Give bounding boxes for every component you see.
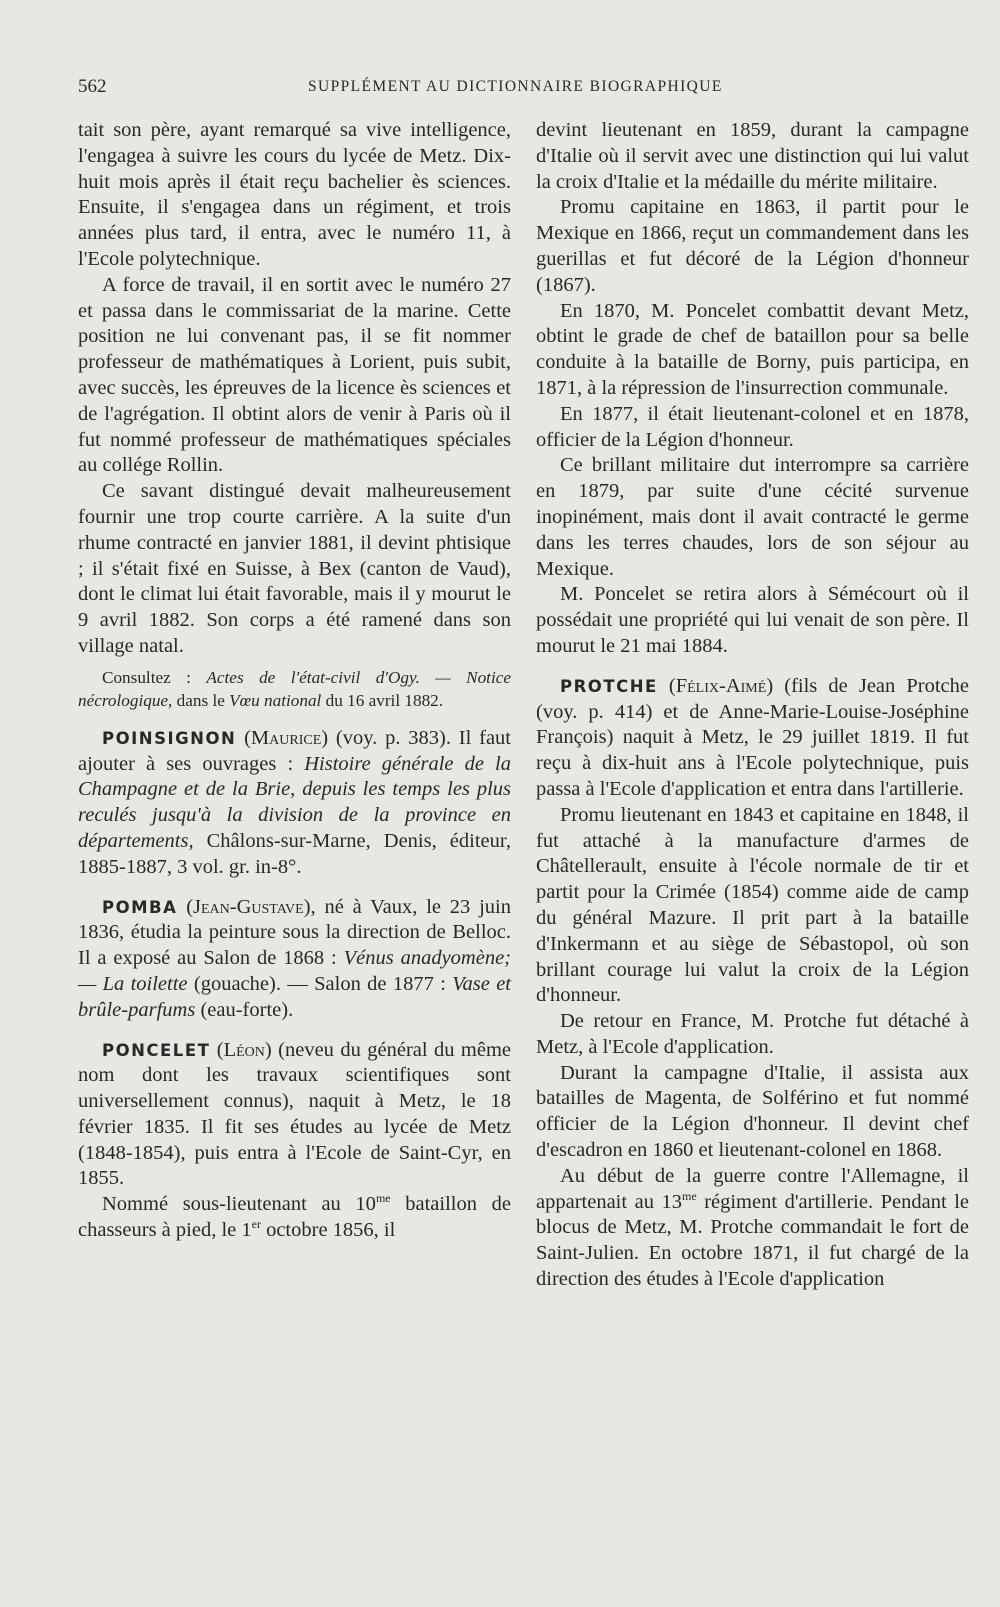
paragraph-text: octobre 1856, il [260,1219,396,1242]
paragraph-text: Nommé sous-lieutenant au 10 [102,1193,376,1216]
entry-given-name: Léon [223,1038,265,1061]
paragraph-text: régiment d'artillerie. Pendant le blocus de Metz, M. Protche commandait le fort de Saint-Julien. En octobre 1871, il fut chargé de la direction des études à l'Ecole d'application [536,1190,969,1291]
entry-name: POINSIGNON [102,728,237,748]
superscript: me [681,1188,697,1203]
entry-protche: PROTCHE (Félix-Aimé) (fils de Jean Protche (voy. p. 414) et de Anne-Marie-Louise-Joséphine François) naquit à Metz, le 29 juillet 1819. Il fut reçu à dix-huit ans à l'Ecole polytechnique, puis passa à l'Ecole d'application et entra dans l'artillerie. [536,674,970,800]
sources-lead: Consultez : [102,667,207,687]
sources-journal: Vœu national [229,690,322,710]
sources-text: du 16 avril 1882. [321,690,444,710]
paragraph: En 1877, il était lieutenant-colonel et en 1878, officier de la Légion d'honneur. [536,402,969,451]
paragraph: A force de travail, il en sortit avec le numéro 27 et passa dans le commissariat de la marine. Cette position ne lui convenant pas, il se fit nommer professeur de mathématiques à Lorient, puis subit, avec succès, les épreuves de la licence ès sciences et de l'agrégation. Il obtint alors de venir à Paris où il fut nommé professeur de mathématiques spéciales au collége Rollin. [78,273,511,477]
entry-name: POMBA [102,897,178,917]
entry-poinsignon: POINSIGNON (Maurice) (voy. p. 383). Il faut ajouter à ses ouvrages : Histoire générale de la Champagne et de la Brie, depuis les temps les plus reculés jusqu'à la division de la province en départements, Châlons-sur-Marne, Denis, éditeur, 1885-1887, 3 vol. gr. in-8°. [78,726,511,878]
paragraph: Durant la campagne d'Italie, il assista aux batailles de Magenta, de Solférino et fut nommé officier de la Légion d'honneur. Il devint chef d'escadron en 1860 et lieutenant-colonel en 1868. [536,1061,969,1162]
work-title: Histoire générale de la Champagne et de la Brie, depuis les temps les plus reculés jusqu'à la division de la province en départements, [78,752,511,852]
superscript: me [375,1191,391,1206]
entry-text: Châlons-sur-Marne, Denis, éditeur, 1885-1887, 3 vol. gr. in-8°. [78,829,511,878]
entry-text: (voy. p. 383). Il faut ajouter à ses ouvrages : [78,726,511,775]
entry-text: (eau-forte). [195,998,294,1021]
paragraph-text: Au début de la guerre contre l'Allemagne, il appartenait au 13 [536,1164,969,1213]
paragraph: Promu lieutenant en 1843 et capitaine en 1848, il fut attaché à la manufacture d'armes de Châtellerault, ensuite à l'école normale de tir et partit pour la Crimée (1854) comme aide de camp du général Mazure. Il prit part à la bataille d'Inkermann et au siège de Sébastopol, où son brillant courage lui valut la croix de la Légion d'honneur. [536,803,969,1007]
superscript: er [251,1217,261,1232]
paragraph: M. Poncelet se retira alors à Sémécourt où il possédait une propriété qui lui venait de son père. Il mourut le 21 mai 1884. [536,583,969,657]
paragraph-text: bataillon de chasseurs à pied, le 1 [78,1193,511,1242]
entry-name: PONCELET [102,1040,211,1060]
paragraph [536,1164,969,1293]
sources-title: Actes de l'état-civil d'Ogy. — Notice nécrologique, [78,667,511,710]
entry-given-name: Jean-Gustave [193,895,304,918]
paragraph: En 1870, M. Poncelet combattit devant Metz, obtint le grade de chef de bataillon pour sa belle conduite à la bataille de Borny, puis participa, en 1871, à la répression de l'insurrection communale. [536,299,969,399]
paragraph: Ce brillant militaire dut interrompre sa carrière en 1879, par suite d'une cécité survenue inopinément, mais dont il avait contracté le germe dans les terres chaudes, lors de son séjour au Mexique. [536,454,969,580]
paragraph: De retour en France, M. Protche fut détaché à Metz, à l'Ecole d'application. [536,1010,969,1058]
left-column [78,118,511,1244]
entry-text: , né à Vaux, le 23 juin 1836, étudia la peinture sous la direction de Belloc. Il a exposé au Salon de 1868 : [78,895,511,970]
paragraph: devint lieutenant en 1859, durant la campagne d'Italie où il servit avec une distinction qui lui valut la croix d'Italie et la médaille du mérite militaire. [536,119,969,193]
page-header [0,76,1000,100]
paragraph: Ce savant distingué devait malheureusement fournir une trop courte carrière. A la suite d'un rhume contracté en janvier 1881, il devint phtisique ; il s'était fixé en Suisse, à Bex (canton de Vaud), dont le climat lui était favorable, mais il y mourut le 9 avril 1882. Son corps a été ramené dans son village natal. [78,480,511,657]
page-number: 562 [78,76,107,97]
paragraph [78,1192,511,1244]
paragraph: Promu capitaine en 1863, il partit pour le Mexique en 1866, reçut un commandement dans les guerillas et fut décoré de la Légion d'honneur (1867). [536,196,969,296]
paragraph: tait son père, ayant remarqué sa vive intelligence, l'engagea à suivre les cours du lycée de Metz. Dix-huit mois après il était reçu bachelier ès sciences. Ensuite, il s'engagea dans un régiment, et trois années plus tard, il entra, avec le numéro 11, à l'Ecole polytechnique. [78,119,511,270]
entry-text: (fils de Jean Protche (voy. p. 414) et de Anne-Marie-Louise-Joséphine François) naquit à Metz, le 29 juillet 1819. Il fut reçu à dix-huit ans à l'Ecole polytechnique, puis passa à l'Ecole d'application et entra dans l'artillerie. [536,674,970,800]
entry-text: (neveu du général du même nom dont les travaux scientifiques sont universellement connus), naquit à Metz, le 18 février 1835. Il fit ses études au lycée de Metz (1848-1854), puis entra à l'Ecole de Saint-Cyr, en 1855. [78,1038,511,1190]
entry-text: (gouache). — Salon de 1877 : [187,972,453,995]
work-title: Vase et brûle-parfums [78,972,512,1021]
entry-given-name: Maurice [250,726,322,749]
entry-name: PROTCHE [560,676,658,696]
sources-note [78,666,511,712]
sources-text: dans le [172,690,230,710]
entry-given-name: Félix-Aimé [675,674,767,697]
running-title: SUPPLÉMENT AU DICTIONNAIRE BIOGRAPHIQUE [308,78,723,95]
right-column [536,118,969,1293]
entry-poncelet: PONCELET (Léon) (neveu du général du même nom dont les travaux scientifiques sont universellement connus), naquit à Metz, le 18 février 1835. Il fit ses études au lycée de Metz (1848-1854), puis entra à l'Ecole de Saint-Cyr, en 1855. [78,1038,511,1190]
work-title: Vénus anadyomène; — La toilette [78,947,511,995]
entry-pomba: POMBA (Jean-Gustave), né à Vaux, le 23 juin 1836, étudia la peinture sous la direction de Belloc. Il a exposé au Salon de 1868 : Vénus anadyomène; — La toilette (gouache). — Salon de 1877 : Vase et brûle-parfums (eau-forte). [78,895,512,1021]
